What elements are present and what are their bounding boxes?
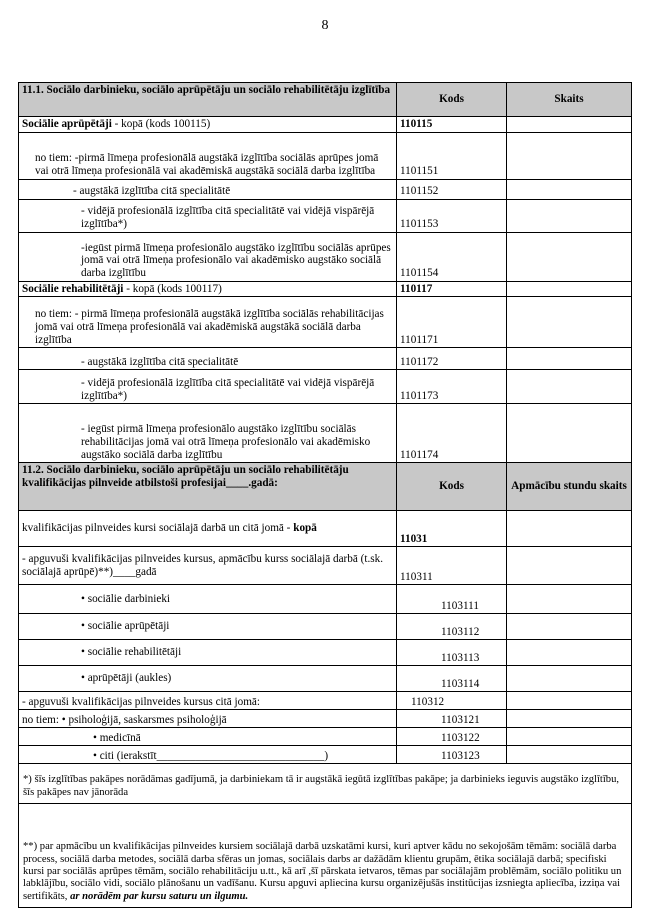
hours-cell[interactable]	[507, 640, 632, 666]
hours-cell[interactable]	[507, 746, 632, 764]
row-code: 1103123	[397, 746, 507, 764]
footnote-2: **) par apmācību un kvalifikācijas pilnveides kursiem sociālajā darbā uzskatāmi kursi, kuri aptver kādu no sekojošām tēmām: sociālā darba process, sociālā darba metodes, sociālā darba sfēras un jomas, sociālais darbs ar dažādām klientu grupām, ētika sociālajā darbā; specifiski kursi par sociālās aprūpes tēmām, sociālo rehabilitāciju u.tt., kā arī ,šī pārskata ietvaros, tēmas par sociālajām problēmām, sociālo politiku un labklājību, sociālo vidi, sociālo plānošanu un vadīšanu. Kursu apguvi apliecina kursu organizējušās institūcijas izsniegta apliecība, izziņa vai sertifikāts, ar norādēm par kursu saturu un ilgumu.	[19, 804, 632, 908]
table-row	[19, 728, 632, 746]
social-courses-row	[19, 547, 632, 585]
count-cell[interactable]	[507, 232, 632, 281]
count-cell[interactable]	[507, 404, 632, 463]
rehabilitetaji-count-cell[interactable]	[507, 281, 632, 297]
row-code: 1101174	[397, 404, 507, 463]
col-stundas: Apmācību stundu skaits	[507, 463, 632, 511]
row-label: no tiem: - pirmā līmeņa profesionālā augstākā izglītība sociālās rehabilitācijas jomā vai otrā līmeņa profesionālā vai akadēmiskā augstākā sociālā darba izglītība	[19, 297, 397, 348]
hours-cell[interactable]	[507, 692, 632, 710]
hours-cell[interactable]	[507, 710, 632, 728]
courses-total-row	[19, 511, 632, 547]
row-code: 1101173	[397, 370, 507, 404]
courses-total-code: 11031	[397, 511, 507, 547]
courses-total-label: kvalifikācijas pilnveides kursi sociālajā darbā un citā jomā - kopā	[19, 511, 397, 547]
table-row	[19, 179, 632, 199]
row-code: 1103121	[397, 710, 507, 728]
hours-cell[interactable]	[507, 511, 632, 547]
row-label: - augstākā izglītība citā specialitātē	[19, 179, 397, 199]
table-row	[19, 746, 632, 764]
rehabilitetaji-total-row	[19, 281, 632, 297]
hours-cell[interactable]	[507, 728, 632, 746]
other-courses-label: - apguvuši kvalifikācijas pilnveides kursus citā jomā:	[19, 692, 397, 710]
table-row	[19, 297, 632, 348]
row-code: 1101171	[397, 297, 507, 348]
row-code: 1103111	[397, 585, 507, 614]
section2-heading: 11.2. Sociālo darbinieku, sociālo aprūpētāju un sociālo rehabilitētāju kvalifikācijas pilnveide atbilstoši profesijai____.gadā:	[19, 463, 397, 511]
row-label: - vidējā profesionālā izglītība citā specialitātē vai vidējā vispārējā izglītība*)	[19, 199, 397, 232]
bullet-label: • sociālie darbinieki	[19, 585, 397, 614]
social-courses-label: - apguvuši kvalifikācijas pilnveides kursus, apmācību kurss sociālajā darbā (t.sk. sociālajā aprūpē)**)____gadā	[19, 547, 397, 585]
social-courses-code: 110311	[397, 547, 507, 585]
section1-header-row	[19, 83, 632, 117]
count-cell[interactable]	[507, 199, 632, 232]
section2-header-row	[19, 463, 632, 511]
education-table	[18, 82, 632, 908]
footnote-row	[19, 764, 632, 804]
bullet-label: • sociālie aprūpētāji	[19, 614, 397, 640]
table-row	[19, 614, 632, 640]
row-code: 1101152	[397, 179, 507, 199]
aprupetaji-count-cell[interactable]	[507, 117, 632, 133]
row-code: 1103122	[397, 728, 507, 746]
row-code: 1101153	[397, 199, 507, 232]
row-label: -iegūst pirmā līmeņa profesionālo augstāko izglītību sociālās aprūpes jomā vai otrā līmeņa profesionālo vai akadēmisko augstāko sociālā darba izglītību	[19, 232, 397, 281]
table-row	[19, 404, 632, 463]
table-row	[19, 640, 632, 666]
col-skaits: Skaits	[507, 83, 632, 117]
bullet-label: • aprūpētāji (aukles)	[19, 666, 397, 692]
bullet-label: • sociālie rehabilitētāji	[19, 640, 397, 666]
hours-cell[interactable]	[507, 585, 632, 614]
table-row	[19, 132, 632, 179]
row-code: 1103112	[397, 614, 507, 640]
aprupetaji-title: Sociālie aprūpētāji - kopā (kods 100115)	[19, 117, 397, 133]
count-cell[interactable]	[507, 348, 632, 370]
row-code: 1101151	[397, 132, 507, 179]
other-courses-code: 110312	[397, 692, 507, 710]
col-kods: Kods	[397, 463, 507, 511]
footnote-row	[19, 804, 632, 908]
count-cell[interactable]	[507, 370, 632, 404]
count-cell[interactable]	[507, 179, 632, 199]
hours-cell[interactable]	[507, 614, 632, 640]
other-courses-row	[19, 692, 632, 710]
row-label: - augstākā izglītība citā specialitātē	[19, 348, 397, 370]
row-code: 1103114	[397, 666, 507, 692]
bullet-label: • medicīnā	[19, 728, 397, 746]
footnote-1: *) šīs izglītības pakāpes norādāmas gadījumā, ja darbiniekam tā ir augstākā iegūtā izglītības pakāpe; ja darbinieks ieguvis augstāko izglītību, šīs pakāpes nav jānorāda	[19, 764, 632, 804]
row-code: 1103113	[397, 640, 507, 666]
rehabilitetaji-title: Sociālie rehabilitētāji - kopā (kods 100117)	[19, 281, 397, 297]
hours-cell[interactable]	[507, 666, 632, 692]
count-cell[interactable]	[507, 132, 632, 179]
aprupetaji-total-row	[19, 117, 632, 133]
table-row	[19, 370, 632, 404]
col-kods: Kods	[397, 83, 507, 117]
table-row	[19, 348, 632, 370]
table-row	[19, 232, 632, 281]
page-number: 8	[321, 18, 329, 33]
row-code: 1101154	[397, 232, 507, 281]
section1-heading: 11.1. Sociālo darbinieku, sociālo aprūpētāju un sociālo rehabilitētāju izglītība	[19, 83, 397, 117]
aprupetaji-code: 110115	[397, 117, 507, 133]
row-label: - iegūst pirmā līmeņa profesionālo augstāko izglītību sociālās rehabilitācijas jomā vai otrā līmeņa profesionālo vai akadēmisko augstāko sociālā darba izglītību	[19, 404, 397, 463]
row-label: - vidējā profesionālā izglītība citā specialitātē vai vidējā vispārējā izglītība*)	[19, 370, 397, 404]
rehabilitetaji-code: 110117	[397, 281, 507, 297]
count-cell[interactable]	[507, 297, 632, 348]
row-label: no tiem: -pirmā līmeņa profesionālā augstākā izglītība sociālās aprūpes jomā vai otrā līmeņa profesionālā vai akadēmiskā augstākā sociālā darba izglītība	[19, 132, 397, 179]
row-code: 1101172	[397, 348, 507, 370]
hours-cell[interactable]	[507, 547, 632, 585]
table-row	[19, 199, 632, 232]
table-row	[19, 710, 632, 728]
table-row	[19, 666, 632, 692]
table-row	[19, 585, 632, 614]
bullet-label: • citi (ierakstīt______________________________)	[19, 746, 397, 764]
bullet-label: no tiem: • psiholoģijā, saskarsmes psiholoģijā	[19, 710, 397, 728]
